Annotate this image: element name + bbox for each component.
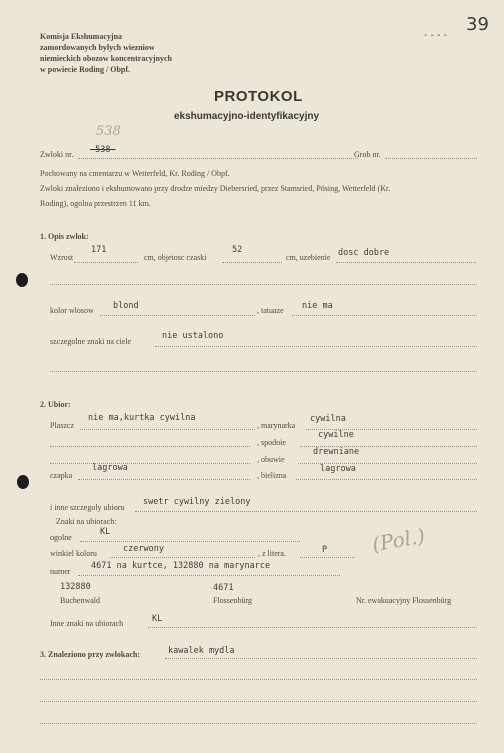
shoes-label: , obuwie <box>257 455 285 464</box>
skull-label: cm, objetosc czaski <box>144 253 207 262</box>
flossenburg-label: Flossenbürg <box>213 596 252 605</box>
hair-color-value: blond <box>113 301 139 311</box>
page-subtitle: ekshumacyjno-identyfikacyjny <box>174 111 320 122</box>
section3-value: kawalek mydla <box>168 646 235 656</box>
jacket-label: , marynarka <box>257 421 296 430</box>
body-marks-value: nie ustalono <box>162 331 224 341</box>
corpse-number-label: Zwloki nr. <box>40 150 74 159</box>
section1-heading: 1. Opis zwlok: <box>40 232 89 241</box>
commission-line-2: zamordowanych bylych wiezniow <box>40 43 155 52</box>
trousers-label: , spodnie <box>257 438 286 447</box>
cap-label: czapka <box>50 471 73 480</box>
trousers-value: cywilne <box>318 430 354 440</box>
height-value: 171 <box>91 245 107 255</box>
triangle-color-label: winkiel koloru <box>50 549 97 558</box>
jacket-value: cywilna <box>310 414 346 424</box>
punch-hole-bottom <box>17 475 29 489</box>
page-number: 39 <box>466 14 489 35</box>
tattoo-value: nie ma <box>302 301 333 311</box>
commission-line-4: w powiecie Roding / Obpf. <box>40 65 131 74</box>
underwear-label: , bielizna <box>257 471 287 480</box>
shoes-value: drewniane <box>313 447 360 457</box>
punch-hole-top <box>16 273 28 287</box>
page-title: PROTOKOL <box>214 88 303 105</box>
letter-label: , z litera. <box>258 549 286 558</box>
found-text-2: Roding), ogolna przestrzen 11 km. <box>40 199 151 208</box>
skull-value: 52 <box>232 245 243 255</box>
grave-number-label: Grob nr. <box>354 150 381 159</box>
cap-value: lagrowa <box>92 463 128 473</box>
other-marks-label: Inne znaki na ubiorach <box>50 619 124 628</box>
hair-color-label: kolor wlosow <box>50 306 94 315</box>
teeth-value: dosc dobre <box>338 248 390 258</box>
other-marks-value: KL <box>152 614 163 624</box>
section2-heading: 2. Ubior: <box>40 400 71 409</box>
page-dashes: - - - - <box>424 30 448 41</box>
commission-line-1: Komisja Ekshumacyjna <box>40 32 123 41</box>
section3-heading: 3. Znaleziono przy zwlokach: <box>40 650 140 659</box>
other-clothing-label: i inne szczegoly ubioru <box>50 503 125 512</box>
triangle-color-value: czerwony <box>123 544 164 554</box>
pencil-note: (Pol.) <box>370 523 427 557</box>
buchenwald-label: Buchenwald <box>60 596 100 605</box>
general-marks-label: ogolne <box>50 533 72 542</box>
other-clothing-value: swetr cywilny zielony <box>143 497 251 507</box>
clothing-marks-label: Znaki na ubiorach: <box>56 517 117 526</box>
commission-line-3: niemieckich obozow koncentracyjnych <box>40 54 172 63</box>
number-value: 4671 na kurtce, 132880 na marynarce <box>91 561 271 571</box>
teeth-label: cm, uzebienie <box>286 253 331 262</box>
found-text-1: Zwloki znaleziono i ekshumowano przy drodze miedzy Diebersried, przez Stamsried, Pösing, Wetterfeld (Kr. <box>40 184 391 193</box>
corpse-number-handwritten: 538 <box>96 124 121 139</box>
coat-label: Plaszcz <box>50 421 74 430</box>
letter-value: P <box>322 545 328 555</box>
height-label: Wzrost <box>50 253 74 262</box>
buchenwald-number: 132880 <box>60 582 91 592</box>
general-marks-value: KL <box>100 527 111 537</box>
tattoo-label: , tatuaze <box>257 306 284 315</box>
coat-value: nie ma,kurtka cywilna <box>88 413 196 423</box>
number-label: numer <box>50 567 71 576</box>
corpse-number-typed: -538- <box>90 145 116 155</box>
flossenburg-number: 4671 <box>213 583 234 593</box>
buried-text: Pochowany na cmentarzu w Wetterfeld, Kr. Roding / Obpf. <box>40 169 230 178</box>
evacuation-number-label: Nr. ewakuacyjny Flossenbürg <box>356 596 452 605</box>
body-marks-label: szczegolne znaki na ciele <box>50 337 132 346</box>
underwear-value: lagrowa <box>320 464 356 474</box>
